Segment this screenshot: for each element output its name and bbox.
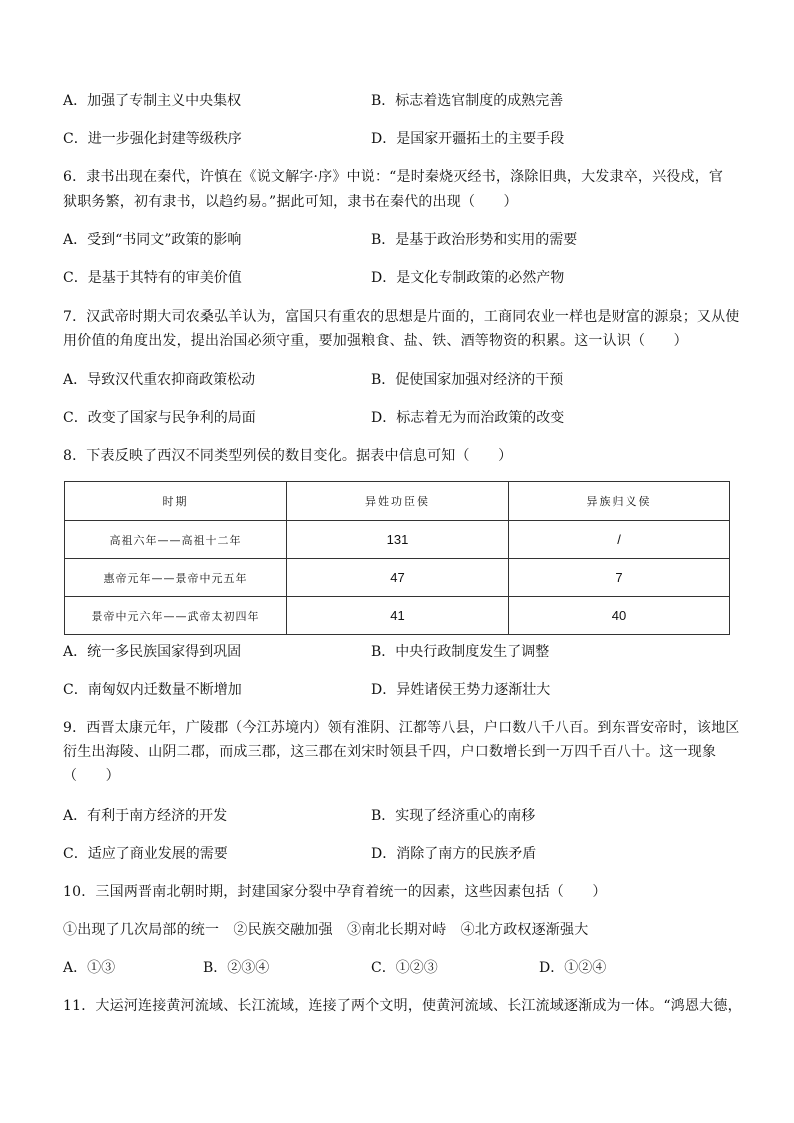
- option-c: C．适应了商业发展的需要: [63, 846, 228, 862]
- question-7-stem-line1: 7．汉武帝时期大司农桑弘羊认为，富国只有重农的思想是片面的，工商同农业一样也是财富的源泉；又从使: [63, 309, 740, 325]
- question-10-stem: 10．三国两晋南北朝时期，封建国家分裂中孕育着统一的因素，这些因素包括（ ）: [63, 884, 607, 900]
- table-header-ethnic-lords: 异族归义侯: [509, 482, 730, 521]
- table-cell: 41: [287, 597, 509, 635]
- option-d: D．异姓诸侯王势力逐渐壮大: [371, 682, 551, 698]
- question-6-stem-line1: 6．隶书出现在秦代，许慎在《说文解字·序》中说：“是时秦烧灭经书，涤除旧典，大发隶卒，兴役戍，官: [63, 169, 724, 185]
- option-b: B．②③④: [203, 960, 270, 976]
- table-cell: 高祖六年——高祖十二年: [65, 521, 287, 559]
- option-d: D．消除了南方的民族矛盾: [371, 846, 537, 862]
- question-9-stem-line1: 9．西晋太康元年，广陵郡（今江苏境内）领有淮阴、江都等八县，户口数八千八百。到东晋安帝时，该地区: [63, 720, 740, 736]
- table-header-row: [65, 482, 730, 521]
- option-c: C．南匈奴内迁数量不断增加: [63, 682, 242, 698]
- table-cell: 7: [509, 559, 730, 597]
- option-d: D．是国家开疆拓土的主要手段: [371, 131, 565, 147]
- option-b: B．实现了经济重心的南移: [371, 808, 536, 824]
- question-8-stem: 8．下表反映了西汉不同类型列侯的数目变化。据表中信息可知（ ）: [63, 448, 513, 464]
- question-7-stem-line2: 用价值的角度出发，提出治国必须守重，要加强粮食、盐、铁、酒等物资的积累。这一认识（ ）: [63, 333, 688, 349]
- question-11-stem-line1: 11．大运河连接黄河流域、长江流域，连接了两个文明，使黄河流域、长江流域逐渐成为一体。“鸿恩大德，: [63, 998, 742, 1014]
- table-cell: /: [509, 521, 730, 559]
- option-d: D．是文化专制政策的必然产物: [371, 270, 565, 286]
- option-a: A．统一多民族国家得到巩固: [63, 644, 242, 660]
- table-header-surname-lords: 异姓功臣侯: [287, 482, 509, 521]
- nobility-table: [64, 481, 730, 635]
- table-row: [65, 521, 730, 559]
- table-cell: 40: [509, 597, 730, 635]
- option-c: C．进一步强化封建等级秩序: [63, 131, 242, 147]
- option-c: C．是基于其特有的审美价值: [63, 270, 242, 286]
- option-a: A．有利于南方经济的开发: [63, 808, 228, 824]
- option-c: C．改变了国家与民争利的局面: [63, 410, 256, 426]
- table-cell: 景帝中元六年——武帝太初四年: [65, 597, 287, 635]
- table-cell: 47: [287, 559, 509, 597]
- table-header-period: 时期: [65, 482, 287, 521]
- option-a: A．受到“书同文”政策的影响: [63, 232, 242, 248]
- option-a: A．导致汉代重农抑商政策松动: [63, 372, 256, 388]
- option-b: B．是基于政治形势和实用的需要: [371, 232, 578, 248]
- question-9-stem-line3: （ ）: [63, 768, 120, 784]
- option-b: B．中央行政制度发生了调整: [371, 644, 550, 660]
- option-d: D．标志着无为而治政策的改变: [371, 410, 565, 426]
- option-d: D．①②④: [539, 960, 607, 976]
- table-row: [65, 597, 730, 635]
- table-cell: 131: [287, 521, 509, 559]
- option-c: C．①②③: [371, 960, 438, 976]
- option-a: A．加强了专制主义中央集权: [63, 93, 242, 109]
- option-b: B．促使国家加强对经济的干预: [371, 372, 564, 388]
- question-10-statements: ①出现了几次局部的统一 ②民族交融加强 ③南北长期对峙 ④北方政权逐渐强大: [63, 922, 589, 938]
- question-9-stem-line2: 衍生出海陵、山阴二郡，而成三郡，这三郡在刘宋时领县千四，户口数增长到一万四千百八十。这一现象: [63, 744, 717, 760]
- option-a: A．①③: [63, 960, 116, 976]
- table-row: [65, 559, 730, 597]
- table-cell: 惠帝元年——景帝中元五年: [65, 559, 287, 597]
- option-b: B．标志着选官制度的成熟完善: [371, 93, 564, 109]
- question-6-stem-line2: 狱职务繁，初有隶书，以趋约易。”据此可知，隶书在秦代的出现（ ）: [63, 194, 518, 210]
